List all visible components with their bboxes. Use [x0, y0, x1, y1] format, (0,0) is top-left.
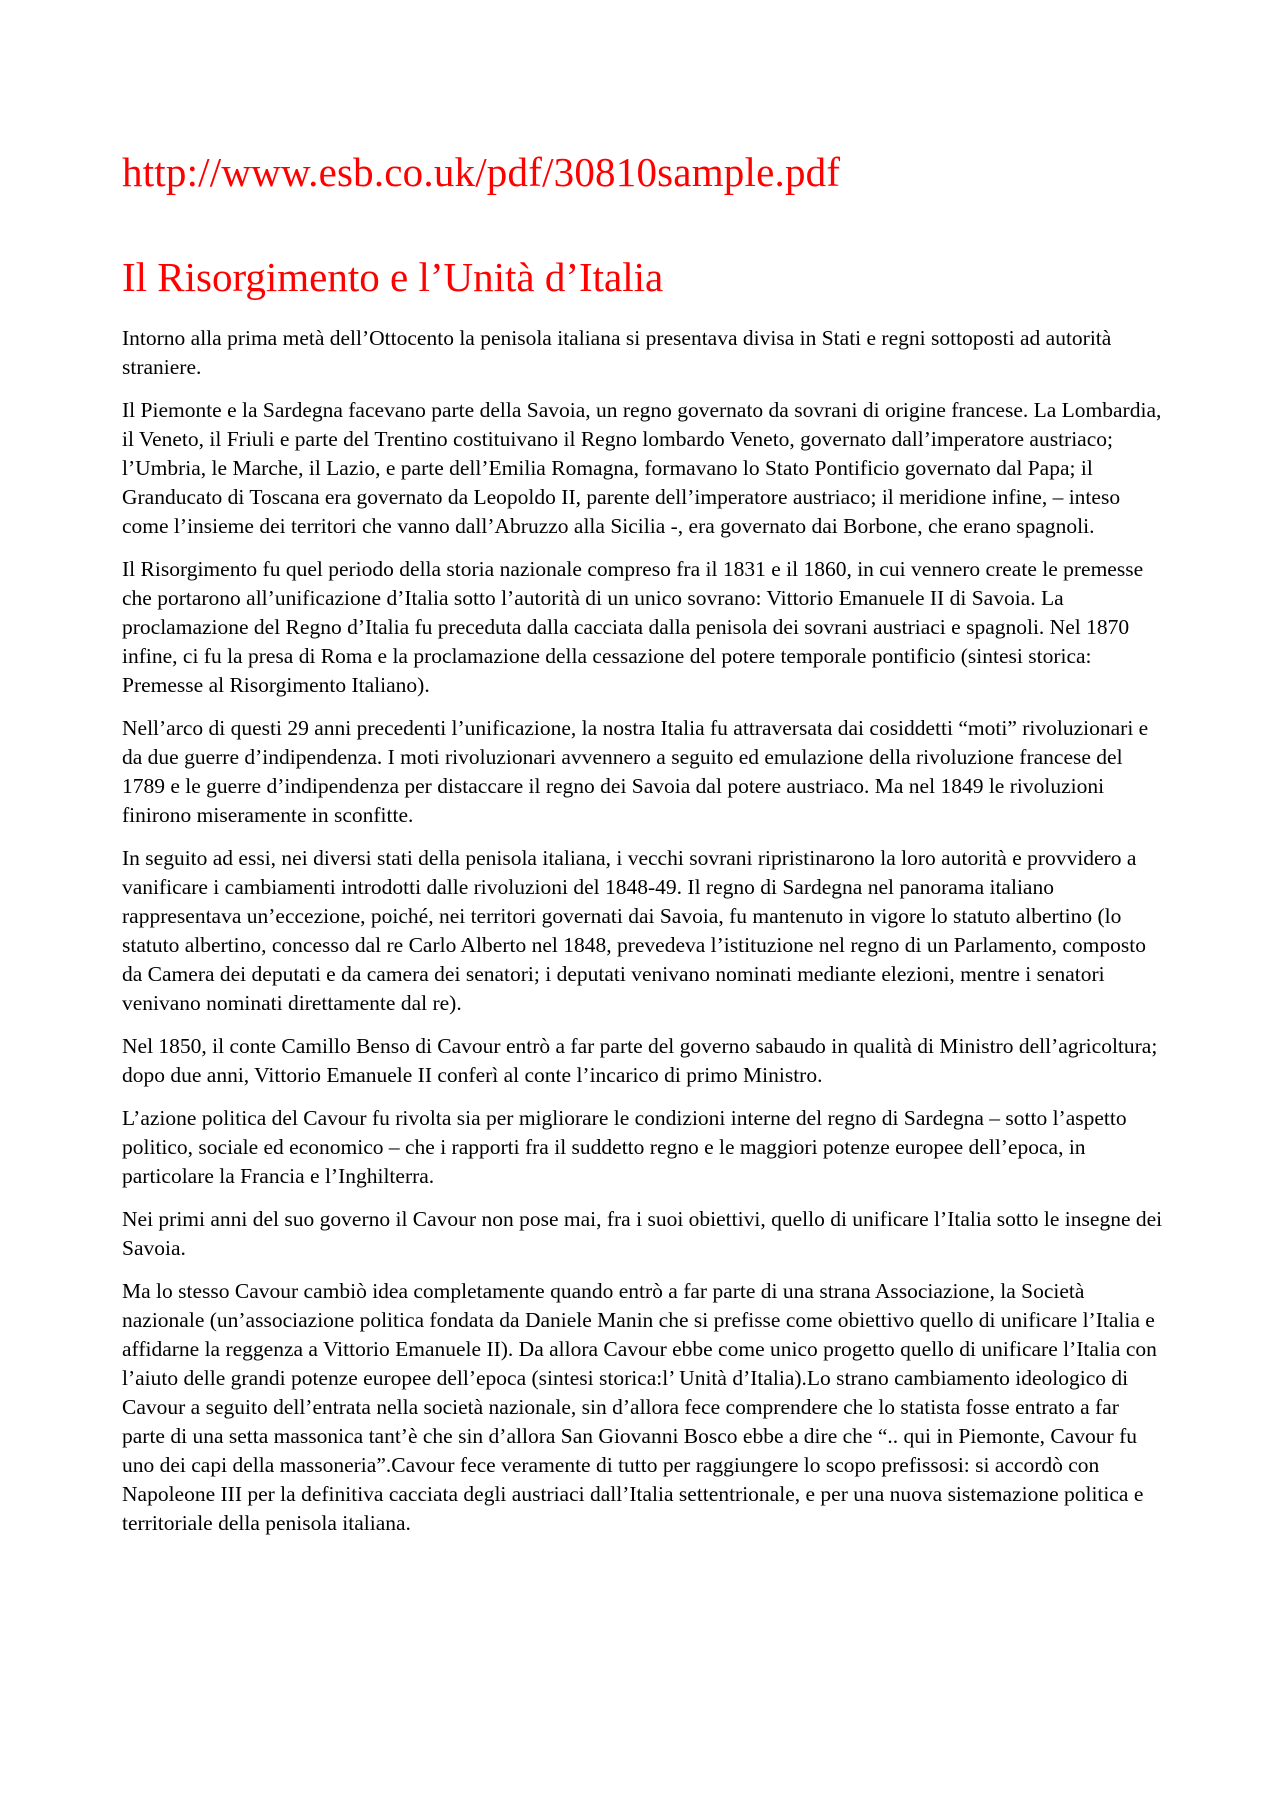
paragraph-societa-nazionale: Ma lo stesso Cavour cambiò idea completamente quando entrò a far parte di una strana Associazione, la Società nazionale (un’associazione politica fondata da Daniele Manin che si prefisse come obiettivo quello di unificare l’Italia e affidarne la reggenza a Vittorio Emanuele II). Da allora Cavour ebbe come unico progetto quello di unificare l’Italia con l’aiuto delle grandi potenze europee dell’epoca (sintesi storica:l’ Unità d’Italia).Lo strano cambiamento ideologico di Cavour a seguito dell’entrata nella società nazionale, sin d’allora fece comprendere che lo statista fosse entrato a far parte di una setta massonica tant’è che sin d’allora San Giovanni Bosco ebbe a dire che “.. qui in Piemonte, Cavour fu uno dei capi della massoneria”.Cavour fece veramente di tutto per raggiungere lo scopo prefissosi: si accordò con Napoleone III per la definitiva cacciata degli austriaci dall’Italia settentrionale, e per una nuova sistemazione politica e territoriale della penisola italiana.: [122, 1279, 1157, 1536]
paragraph-states: Il Piemonte e la Sardegna facevano parte della Savoia, un regno governato da sovrani di origine francese. La Lombardia, il Veneto, il Friuli e parte del Trentino costituivano il Regno lombardo Veneto, governato dall’imperatore austriaco; l’Umbria, le Marche, il Lazio, e parte dell’Emilia Romagna, formavano lo Stato Pontificio governato dal Papa; il Granducato di Toscana era governato da Leopoldo II, parente dell’imperatore austriaco; il meridione infine, – inteso come l’insieme dei territori che vanno dall’Abruzzo alla Sicilia -, era governato dai Borbone, che erano spagnoli.: [122, 398, 1162, 539]
paragraph-cavour-politica: L’azione politica del Cavour fu rivolta sia per migliorare le condizioni interne del regno di Sardegna – sotto l’aspetto politico, sociale ed economico – che i rapporti fra il suddetto regno e le maggiori potenze europee dell’epoca, in particolare la Francia e l’Inghilterra.: [122, 1106, 1127, 1189]
paragraph-intro: Intorno alla prima metà dell’Ottocento la penisola italiana si presentava divisa in Stati e regni sottoposti ad autorità straniere.: [122, 326, 1112, 380]
paragraph-cavour-ministro: Nel 1850, il conte Camillo Benso di Cavour entrò a far parte del governo sabaudo in qualità di Ministro dell’agricoltura; dopo due anni, Vittorio Emanuele II conferì al conte l’incarico di primo Ministro.: [122, 1034, 1158, 1088]
document-body: [122, 148, 1167, 1552]
source-link-heading: http://www.esb.co.uk/pdf/30810sample.pdf: [122, 149, 841, 195]
paragraph-statuto: In seguito ad essi, nei diversi stati della penisola italiana, i vecchi sovrani ripristinarono la loro autorità e provvidero a vanificare i cambiamenti introdotti dalle rivoluzioni del 1848-49. Il regno di Sardegna nel panorama italiano rappresentava un’eccezione, poiché, nei territori governati dai Savoia, fu mantenuto in vigore lo statuto albertino (lo statuto albertino, concesso dal re Carlo Alberto nel 1848, prevedeva l’istituzione nel regno di un Parlamento, composto da Camera dei deputati e da camera dei senatori; i deputati venivano nominati mediante elezioni, mentre i senatori venivano nominati direttamente dal re).: [122, 846, 1146, 1016]
paragraph-moti: Nell’arco di questi 29 anni precedenti l’unificazione, la nostra Italia fu attraversata dai cosiddetti “moti” rivoluzionari e da due guerre d’indipendenza. I moti rivoluzionari avvennero a seguito ed emulazione della rivoluzione francese del 1789 e le guerre d’indipendenza per distaccare il regno dei Savoia dal potere austriaco. Ma nel 1849 le rivoluzioni finirono miseramente in sconfitte.: [122, 716, 1149, 828]
paragraph-risorgimento: Il Risorgimento fu quel periodo della storia nazionale compreso fra il 1831 e il 1860, in cui vennero create le premesse che portarono all’unificazione d’Italia sotto l’autorità di un unico sovrano: Vittorio Emanuele II di Savoia. La proclamazione del Regno d’Italia fu preceduta dalla cacciata dalla penisola dei sovrani austriaci e spagnoli. Nel 1870 infine, ci fu la presa di Roma e la proclamazione della cessazione del potere temporale pontificio (sintesi storica: Premesse al Risorgimento Italiano).: [122, 557, 1144, 698]
page-title: Il Risorgimento e l’Unità d’Italia: [122, 254, 664, 301]
paragraph-cavour-obiettivi: Nei primi anni del suo governo il Cavour non pose mai, fra i suoi obiettivi, quello di unificare l’Italia sotto le insegne dei Savoia.: [122, 1207, 1163, 1261]
